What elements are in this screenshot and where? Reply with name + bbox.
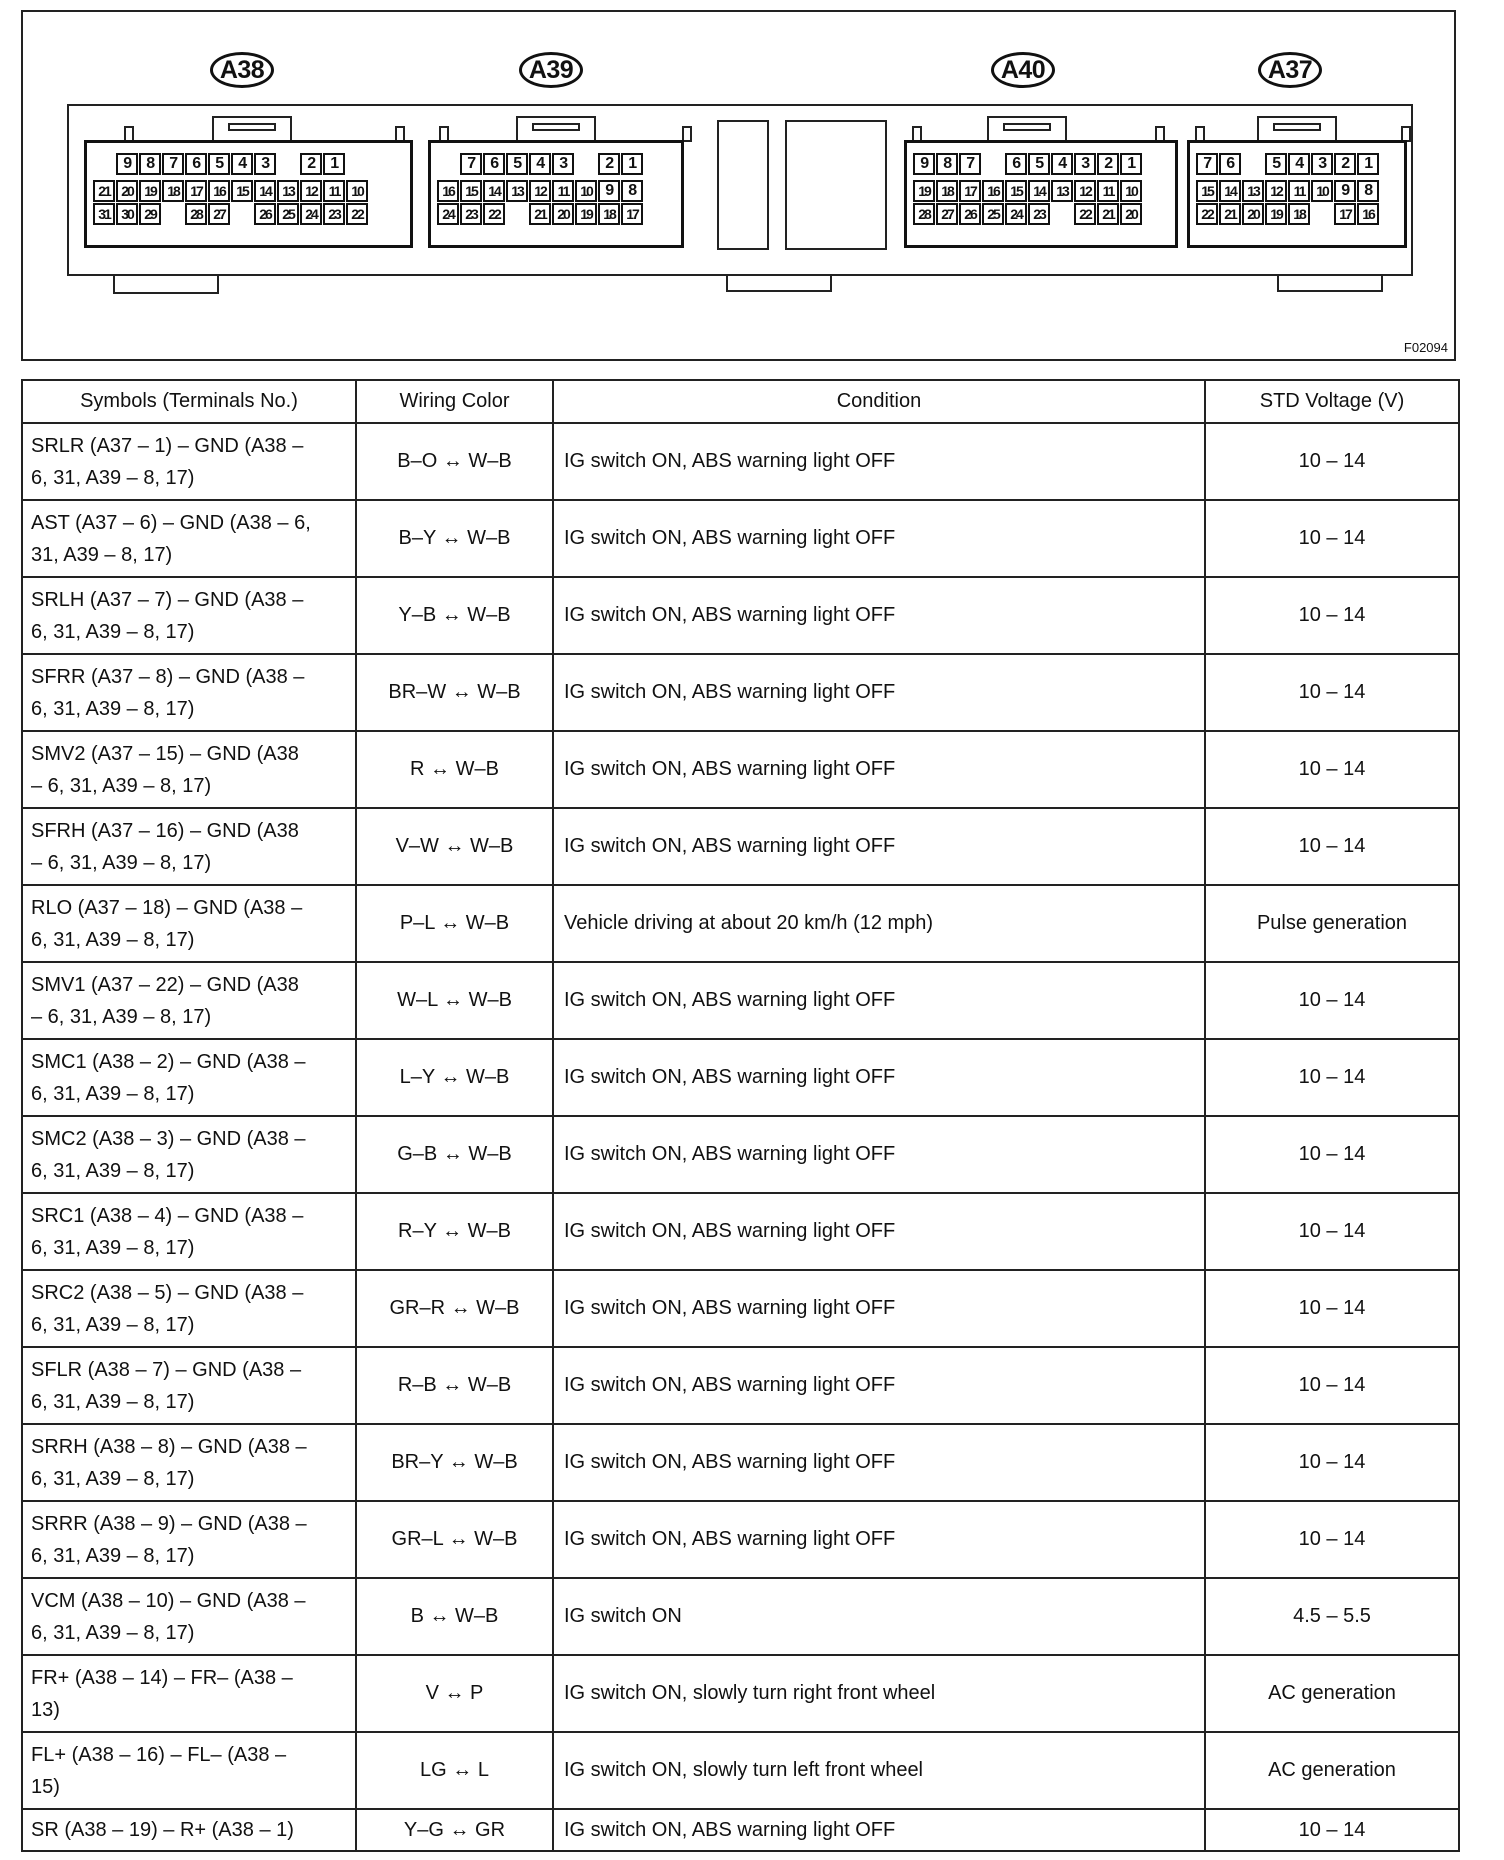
connector-a38 [84, 140, 413, 248]
table-row [22, 1424, 1459, 1501]
table-row [22, 885, 1459, 962]
header-symbols: Symbols (Terminals No.) [22, 380, 356, 423]
symbol-line-1: SMV2 (A37 – 15) – GND (A38 [31, 742, 299, 765]
wiring-color-cell: B–O ↔ W–B [356, 423, 553, 500]
symbol-line-2: – 6, 31, A39 – 8, 17) [31, 774, 212, 797]
symbol-cell [22, 654, 356, 731]
connector-pin: 9 [1334, 180, 1356, 202]
connector-pin: 13 [506, 180, 528, 202]
wiring-color-cell: GR–R ↔ W–B [356, 1270, 553, 1347]
std-voltage-cell: AC generation [1205, 1732, 1459, 1809]
std-voltage-cell: 10 – 14 [1205, 962, 1459, 1039]
symbol-line-2: 6, 31, A39 – 8, 17) [31, 1544, 195, 1567]
connector-pin: 5 [208, 153, 230, 175]
symbol-line-1: FR+ (A38 – 14) – FR– (A38 – [31, 1666, 293, 1689]
symbol-line-2: 6, 31, A39 – 8, 17) [31, 1390, 195, 1413]
connector-pin: 10 [575, 180, 597, 202]
symbol-cell [22, 1039, 356, 1116]
symbol-cell [22, 1270, 356, 1347]
symbol-cell [22, 500, 356, 577]
connector-pin: 14 [483, 180, 505, 202]
connector-pin: 8 [1357, 180, 1379, 202]
connector-diagram [21, 10, 1456, 361]
wiring-color-cell: V–W ↔ W–B [356, 808, 553, 885]
connector-pin: 6 [483, 153, 505, 175]
connector-pin: 17 [621, 203, 643, 225]
connector-pin: 4 [231, 153, 253, 175]
connector-pin: 3 [254, 153, 276, 175]
connector-pin: 23 [323, 203, 345, 225]
connector-pin: 1 [1120, 153, 1142, 175]
connector-label-a37: A37 [1258, 52, 1322, 88]
std-voltage-cell: 10 – 14 [1205, 500, 1459, 577]
connector-pin: 19 [913, 180, 935, 202]
connector-pin: 20 [1120, 203, 1142, 225]
table-row [22, 1578, 1459, 1655]
connector-pin: 7 [959, 153, 981, 175]
symbol-cell [22, 1578, 356, 1655]
terminal-spec-table [21, 379, 1460, 1852]
connector-pin: 13 [277, 180, 299, 202]
connector-pin: 20 [116, 180, 138, 202]
table-row [22, 1501, 1459, 1578]
wiring-color-cell: LG ↔ L [356, 1732, 553, 1809]
connector-pin: 2 [1334, 153, 1356, 175]
connector-pin: 5 [1265, 153, 1287, 175]
connector-pin: 27 [936, 203, 958, 225]
connector-pin: 9 [913, 153, 935, 175]
std-voltage-cell: Pulse generation [1205, 885, 1459, 962]
connector-pin: 6 [1005, 153, 1027, 175]
connector-pin: 3 [1311, 153, 1333, 175]
symbol-line-2: 6, 31, A39 – 8, 17) [31, 928, 195, 951]
connector-pin: 11 [1097, 180, 1119, 202]
connector-pin: 8 [621, 180, 643, 202]
blank-block [717, 120, 769, 250]
connector-pin: 21 [1097, 203, 1119, 225]
symbol-cell [22, 1424, 356, 1501]
connector-pin: 11 [552, 180, 574, 202]
table-row [22, 500, 1459, 577]
wiring-color-cell: W–L ↔ W–B [356, 962, 553, 1039]
connector-pin: 9 [598, 180, 620, 202]
connector-pin: 21 [529, 203, 551, 225]
symbol-cell [22, 1809, 356, 1851]
wiring-color-cell: L–Y ↔ W–B [356, 1039, 553, 1116]
connector-pin: 13 [1051, 180, 1073, 202]
connector-pin: 12 [1265, 180, 1287, 202]
connector-pin: 19 [575, 203, 597, 225]
table-row [22, 1116, 1459, 1193]
connector-pin: 10 [346, 180, 368, 202]
connector-pin: 21 [1219, 203, 1241, 225]
symbol-cell [22, 1732, 356, 1809]
connector-label-a40: A40 [991, 52, 1055, 88]
connector-pin: 29 [139, 203, 161, 225]
symbol-cell [22, 1116, 356, 1193]
symbol-line-1: SFLR (A38 – 7) – GND (A38 – [31, 1358, 302, 1381]
condition-cell: IG switch ON, ABS warning light OFF [553, 1270, 1205, 1347]
connector-pin: 23 [1028, 203, 1050, 225]
std-voltage-cell: 10 – 14 [1205, 1347, 1459, 1424]
connector-pin: 9 [116, 153, 138, 175]
symbol-line-2: – 6, 31, A39 – 8, 17) [31, 851, 212, 874]
connector-pin: 1 [1357, 153, 1379, 175]
wiring-color-cell: GR–L ↔ W–B [356, 1501, 553, 1578]
connector-pin: 7 [162, 153, 184, 175]
connector-pin: 16 [982, 180, 1004, 202]
std-voltage-cell: 10 – 14 [1205, 1039, 1459, 1116]
table-row [22, 423, 1459, 500]
condition-cell: IG switch ON, slowly turn left front wheel [553, 1732, 1205, 1809]
condition-cell: IG switch ON, slowly turn right front wheel [553, 1655, 1205, 1732]
symbol-line-1: SRLR (A37 – 1) – GND (A38 – [31, 434, 304, 457]
connector-pin: 20 [552, 203, 574, 225]
symbol-cell [22, 1655, 356, 1732]
wiring-color-cell: Y–B ↔ W–B [356, 577, 553, 654]
condition-cell: IG switch ON, ABS warning light OFF [553, 962, 1205, 1039]
connector-label-a38: A38 [210, 52, 274, 88]
symbol-line-1: SMC2 (A38 – 3) – GND (A38 – [31, 1127, 306, 1150]
connector-pin: 18 [162, 180, 184, 202]
connector-pin: 14 [1028, 180, 1050, 202]
connector-pin: 5 [1028, 153, 1050, 175]
connector-pin: 22 [483, 203, 505, 225]
std-voltage-cell: 10 – 14 [1205, 423, 1459, 500]
table-row [22, 1347, 1459, 1424]
condition-cell: IG switch ON, ABS warning light OFF [553, 1039, 1205, 1116]
connector-pin: 18 [598, 203, 620, 225]
connector-pin: 28 [913, 203, 935, 225]
connector-pin: 16 [208, 180, 230, 202]
connector-pin: 12 [1074, 180, 1096, 202]
connector-pin: 19 [1265, 203, 1287, 225]
connector-a39 [428, 140, 684, 248]
std-voltage-cell: 10 – 14 [1205, 1270, 1459, 1347]
symbol-line-1: SFRR (A37 – 8) – GND (A38 – [31, 665, 305, 688]
std-voltage-cell: 4.5 – 5.5 [1205, 1578, 1459, 1655]
std-voltage-cell: 10 – 14 [1205, 808, 1459, 885]
connector-pin: 4 [1051, 153, 1073, 175]
connector-pin: 26 [254, 203, 276, 225]
std-voltage-cell: 10 – 14 [1205, 1424, 1459, 1501]
connector-pin: 14 [1219, 180, 1241, 202]
housing-clip [1277, 276, 1383, 292]
symbol-cell [22, 885, 356, 962]
table-row [22, 1193, 1459, 1270]
connector-pin: 25 [982, 203, 1004, 225]
std-voltage-cell: 10 – 14 [1205, 1501, 1459, 1578]
symbol-line-1: SRC1 (A38 – 4) – GND (A38 – [31, 1204, 304, 1227]
symbol-line-2: 6, 31, A39 – 8, 17) [31, 620, 195, 643]
connector-pin: 24 [437, 203, 459, 225]
table-row [22, 1039, 1459, 1116]
condition-cell: Vehicle driving at about 20 km/h (12 mph) [553, 885, 1205, 962]
symbol-line-2: 6, 31, A39 – 8, 17) [31, 1467, 195, 1490]
table-row [22, 1809, 1459, 1851]
connector-pin: 6 [185, 153, 207, 175]
symbol-line-1: SRC2 (A38 – 5) – GND (A38 – [31, 1281, 304, 1304]
connector-pin: 3 [552, 153, 574, 175]
condition-cell: IG switch ON [553, 1578, 1205, 1655]
connector-pin: 7 [1196, 153, 1218, 175]
connector-pin: 17 [185, 180, 207, 202]
connector-pin: 5 [506, 153, 528, 175]
connector-pin: 11 [1288, 180, 1310, 202]
symbol-cell [22, 577, 356, 654]
table-row [22, 654, 1459, 731]
connector-pin: 1 [323, 153, 345, 175]
connector-pin: 11 [323, 180, 345, 202]
table-header-row [22, 380, 1459, 423]
condition-cell: IG switch ON, ABS warning light OFF [553, 1347, 1205, 1424]
connector-label-a39: A39 [519, 52, 583, 88]
condition-cell: IG switch ON, ABS warning light OFF [553, 731, 1205, 808]
condition-cell: IG switch ON, ABS warning light OFF [553, 1116, 1205, 1193]
connector-pin: 10 [1311, 180, 1333, 202]
symbol-line-1: SRRH (A38 – 8) – GND (A38 – [31, 1435, 307, 1458]
connector-pin: 17 [959, 180, 981, 202]
connector-pin: 15 [1005, 180, 1027, 202]
connector-pin: 4 [1288, 153, 1310, 175]
condition-cell: IG switch ON, ABS warning light OFF [553, 654, 1205, 731]
connector-pin: 23 [460, 203, 482, 225]
figure-code: F02094 [1403, 340, 1448, 355]
std-voltage-cell: 10 – 14 [1205, 577, 1459, 654]
condition-cell: IG switch ON, ABS warning light OFF [553, 1809, 1205, 1851]
wiring-color-cell: B–Y ↔ W–B [356, 500, 553, 577]
symbol-line-2: 6, 31, A39 – 8, 17) [31, 1621, 195, 1644]
wiring-color-cell: Y–G ↔ GR [356, 1809, 553, 1851]
header-std-voltage: STD Voltage (V) [1205, 380, 1459, 423]
symbol-line-1: FL+ (A38 – 16) – FL– (A38 – [31, 1743, 287, 1766]
condition-cell: IG switch ON, ABS warning light OFF [553, 1193, 1205, 1270]
connector-pin: 26 [959, 203, 981, 225]
table-row [22, 962, 1459, 1039]
connector-pin: 12 [529, 180, 551, 202]
symbol-line-1: SRLH (A37 – 7) – GND (A38 – [31, 588, 304, 611]
table-row [22, 577, 1459, 654]
connector-pin: 15 [1196, 180, 1218, 202]
condition-cell: IG switch ON, ABS warning light OFF [553, 577, 1205, 654]
condition-cell: IG switch ON, ABS warning light OFF [553, 1424, 1205, 1501]
header-condition: Condition [553, 380, 1205, 423]
connector-pin: 14 [254, 180, 276, 202]
connector-pin: 16 [1357, 203, 1379, 225]
connector-pin: 22 [346, 203, 368, 225]
housing-clip [113, 276, 219, 294]
symbol-line-2: 31, A39 – 8, 17) [31, 543, 173, 566]
symbol-line-1: SMC1 (A38 – 2) – GND (A38 – [31, 1050, 306, 1073]
table-row [22, 1655, 1459, 1732]
connector-pin: 8 [139, 153, 161, 175]
std-voltage-cell: 10 – 14 [1205, 654, 1459, 731]
wiring-color-cell: G–B ↔ W–B [356, 1116, 553, 1193]
std-voltage-cell: 10 – 14 [1205, 1116, 1459, 1193]
table-row [22, 808, 1459, 885]
table-row [22, 1732, 1459, 1809]
symbol-line-1: SRRR (A38 – 9) – GND (A38 – [31, 1512, 307, 1535]
condition-cell: IG switch ON, ABS warning light OFF [553, 1501, 1205, 1578]
wiring-color-cell: B ↔ W–B [356, 1578, 553, 1655]
symbol-line-1: VCM (A38 – 10) – GND (A38 – [31, 1589, 306, 1612]
symbol-cell [22, 1193, 356, 1270]
connector-pin: 16 [437, 180, 459, 202]
symbol-line-1: SMV1 (A37 – 22) – GND (A38 [31, 973, 299, 996]
wiring-color-cell: BR–Y ↔ W–B [356, 1424, 553, 1501]
connector-pin: 28 [185, 203, 207, 225]
symbol-line-2: 6, 31, A39 – 8, 17) [31, 466, 195, 489]
std-voltage-cell: AC generation [1205, 1655, 1459, 1732]
connector-pin: 19 [139, 180, 161, 202]
symbol-line-2: 6, 31, A39 – 8, 17) [31, 697, 195, 720]
wiring-color-cell: P–L ↔ W–B [356, 885, 553, 962]
wiring-color-cell: V ↔ P [356, 1655, 553, 1732]
symbol-cell [22, 962, 356, 1039]
connector-pin: 25 [277, 203, 299, 225]
symbol-line-1: SFRH (A37 – 16) – GND (A38 [31, 819, 299, 842]
wiring-color-cell: BR–W ↔ W–B [356, 654, 553, 731]
table-row [22, 1270, 1459, 1347]
symbol-line-2: 6, 31, A39 – 8, 17) [31, 1082, 195, 1105]
symbol-line-2: – 6, 31, A39 – 8, 17) [31, 1005, 212, 1028]
connector-pin: 24 [300, 203, 322, 225]
connector-pin: 1 [621, 153, 643, 175]
wiring-color-cell: R–Y ↔ W–B [356, 1193, 553, 1270]
connector-a40 [904, 140, 1178, 248]
connector-pin: 30 [116, 203, 138, 225]
symbol-cell [22, 808, 356, 885]
symbol-line-2: 6, 31, A39 – 8, 17) [31, 1159, 195, 1182]
connector-pin: 12 [300, 180, 322, 202]
connector-pin: 27 [208, 203, 230, 225]
connector-a37 [1187, 140, 1407, 248]
condition-cell: IG switch ON, ABS warning light OFF [553, 500, 1205, 577]
table-row [22, 731, 1459, 808]
connector-pin: 21 [93, 180, 115, 202]
blank-block [785, 120, 887, 250]
std-voltage-cell: 10 – 14 [1205, 1809, 1459, 1851]
connector-pin: 24 [1005, 203, 1027, 225]
connector-pin: 13 [1242, 180, 1264, 202]
connector-pin: 22 [1074, 203, 1096, 225]
symbol-line-2: 6, 31, A39 – 8, 17) [31, 1236, 195, 1259]
ecu-housing [67, 104, 1413, 276]
connector-pin: 7 [460, 153, 482, 175]
symbol-line-2: 6, 31, A39 – 8, 17) [31, 1313, 195, 1336]
connector-pin: 15 [231, 180, 253, 202]
symbol-line-1: SR (A38 – 19) – R+ (A38 – 1) [31, 1819, 294, 1841]
connector-pin: 3 [1074, 153, 1096, 175]
connector-pin: 18 [936, 180, 958, 202]
std-voltage-cell: 10 – 14 [1205, 1193, 1459, 1270]
wiring-color-cell: R ↔ W–B [356, 731, 553, 808]
condition-cell: IG switch ON, ABS warning light OFF [553, 423, 1205, 500]
connector-pin: 2 [598, 153, 620, 175]
connector-pin: 4 [529, 153, 551, 175]
connector-pin: 17 [1334, 203, 1356, 225]
header-wiring-color: Wiring Color [356, 380, 553, 423]
connector-pin: 18 [1288, 203, 1310, 225]
std-voltage-cell: 10 – 14 [1205, 731, 1459, 808]
connector-pin: 22 [1196, 203, 1218, 225]
symbol-cell [22, 423, 356, 500]
symbol-cell [22, 1347, 356, 1424]
symbol-cell [22, 1501, 356, 1578]
symbol-line-1: RLO (A37 – 18) – GND (A38 – [31, 896, 303, 919]
connector-pin: 2 [1097, 153, 1119, 175]
connector-pin: 15 [460, 180, 482, 202]
housing-clip [726, 276, 832, 292]
wiring-color-cell: R–B ↔ W–B [356, 1347, 553, 1424]
connector-pin: 6 [1219, 153, 1241, 175]
connector-pin: 31 [93, 203, 115, 225]
connector-pin: 10 [1120, 180, 1142, 202]
symbol-cell [22, 731, 356, 808]
connector-pin: 20 [1242, 203, 1264, 225]
symbol-line-2: 13) [31, 1698, 60, 1721]
symbol-line-1: AST (A37 – 6) – GND (A38 – 6, [31, 511, 311, 534]
condition-cell: IG switch ON, ABS warning light OFF [553, 808, 1205, 885]
connector-pin: 8 [936, 153, 958, 175]
connector-pin: 2 [300, 153, 322, 175]
symbol-line-2: 15) [31, 1775, 60, 1798]
